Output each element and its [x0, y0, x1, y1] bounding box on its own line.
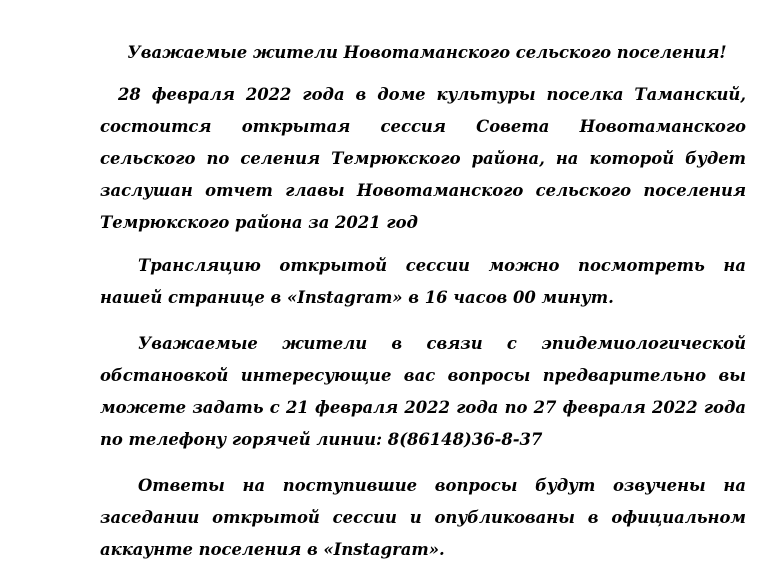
- paragraph-broadcast-info: Трансляцию открытой сессии можно посмотреть на нашей странице в «Instagram» в 16 часов 00 минут.: [100, 256, 746, 307]
- announcement-heading: Уважаемые жители Новотаманского сельского поселения!: [127, 43, 727, 62]
- paragraph-session-announcement: 28 февраля 2022 года в доме культуры поселка Таманский, состоится открытая сессия Совета Новотаманского сельского по селения Темрюкского района, на которой будет заслушан отчет главы Новотаманского сельского поселения Темрюкского района за 2021 год: [100, 85, 746, 232]
- paragraph-answers-info: Ответы на поступившие вопросы будут озвучены на заседании открытой сессии и опубликованы в официальном аккаунте поселения в «Instagram».: [100, 476, 746, 559]
- paragraph-hotline-info: Уважаемые жители в связи с эпидемиологической обстановкой интересующие вас вопросы предварительно вы можете задать с 21 февраля 2022 года по 27 февраля 2022 года по телефону горячей линии: 8(86148)36-8-37: [100, 334, 746, 449]
- announcement-document: [100, 38, 746, 580]
